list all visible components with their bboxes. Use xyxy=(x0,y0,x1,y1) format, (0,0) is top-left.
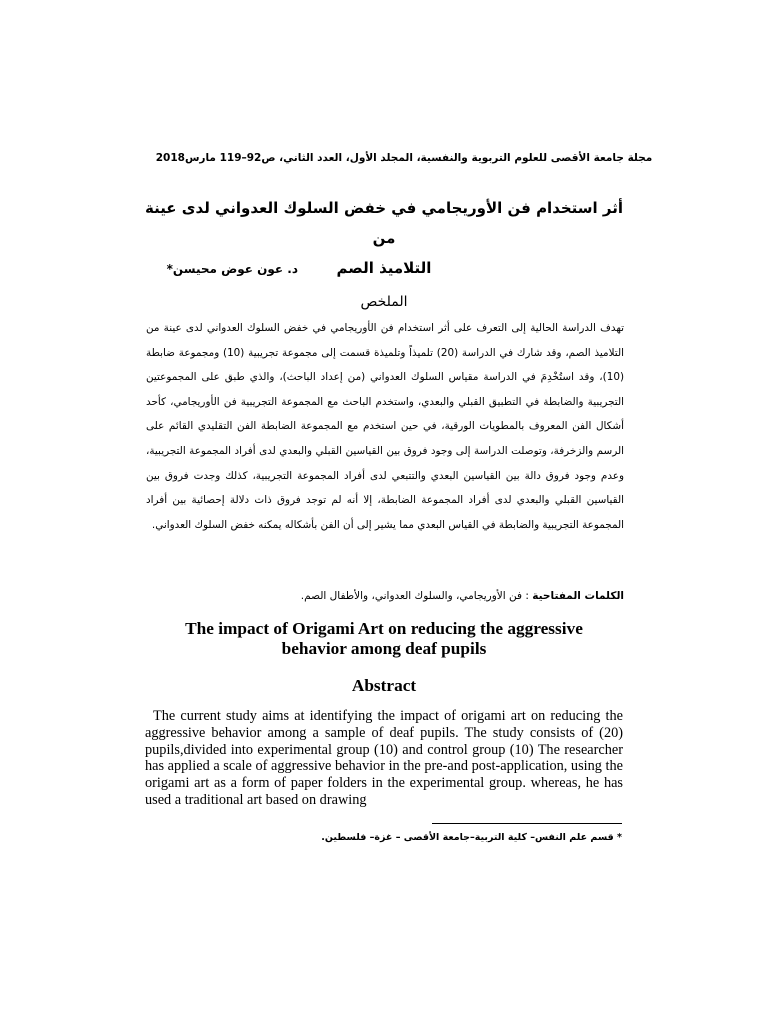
keywords-label: الكلمات المفتاحية xyxy=(532,590,624,602)
arabic-keywords xyxy=(146,585,624,607)
arabic-title-line-1: أثر استخدام فن الأوريجامي في خفض السلوك العدواني لدى عينة من xyxy=(144,199,624,247)
english-title-line-1: The impact of Origami Art on reducing the aggressive xyxy=(185,619,583,638)
footnote-divider xyxy=(432,823,622,824)
english-abstract-heading: Abstract xyxy=(351,676,417,695)
keywords-text: : فن الأوريجامي، والسلوك العدواني، والأطفال الصم. xyxy=(300,590,529,602)
journal-header: مجلة جامعة الأقصى للعلوم التربوية والنفسية، المجلد الأول، العدد الثاني، ص92–119 مارس2018 xyxy=(155,152,653,164)
english-title-line-2: behavior among deaf pupils xyxy=(281,639,487,658)
arabic-summary: تهدف الدراسة الحالية إلى التعرف على أثر استخدام فن الأوريجامي في خفض السلوك العدواني لدى عينة من التلاميذ الصم، وقد شارك في الدراسة (20) تلميذاً وتلميذة قسمت إلى مجموعة تجريبية (10) ومجموعة ضابطة (10)، وقد استُخْدِمَ في الدراسة مقياس السلوك العدواني (من إعداد الباحث)، والذي طبق على المجموعتين التجريبية والضابطة في التطبيق القبلي والبعدي، واستخدم الباحث مع المجموعة التجريبية فن الأوريجامي، كأحد أشكال الفن المعروف بالمطويات الورقية، في حين استخدم مع المجموعة الضابطة الفن التقليدي القائم على الرسم والزخرفة، وتوصلت الدراسة إلى وجود فروق بين القياسين القبلي والبعدي لدى أفراد المجموعة التجريبية، وعدم وجود فروق دالة بين القياسين البعدي والتتبعي لدى أفراد المجموعة التجريبية، كذلك وجدت فروق بين القياسين القبلي والبعدي لدى أفراد المجموعة الضابطة، إلا أنه لم توجد فروق ذات دلالة إحصائية بين أفراد المجموعة التجريبية والضابطة في القياس البعدي مما يشير إلى أن الفن بأشكاله يمكنه خفض السلوك العدواني. xyxy=(146,322,624,531)
author-affiliation-footnote: * قسم علم النفس– كلية التربية–جامعة الأقصى – غزة– فلسطين. xyxy=(321,832,622,843)
english-title xyxy=(150,619,618,659)
arabic-summary-heading: الملخص xyxy=(360,294,408,310)
english-abstract: The current study aims at identifying the impact of origami art on reducing the aggressive behavior among a sample of deaf pupils. The study consists of (20) pupils,divided into experimental group (10) and control group (10) The researcher has applied a scale of aggressive behavior in the pre-and post-application, using the origami art as a form of paper folders in the experimental group. whereas, he has used a traditional art based on drawing xyxy=(145,708,623,808)
arabic-title-line-2: التلاميذ الصم xyxy=(336,259,432,277)
author-name: د. عون عوض محيسن* xyxy=(166,262,298,276)
